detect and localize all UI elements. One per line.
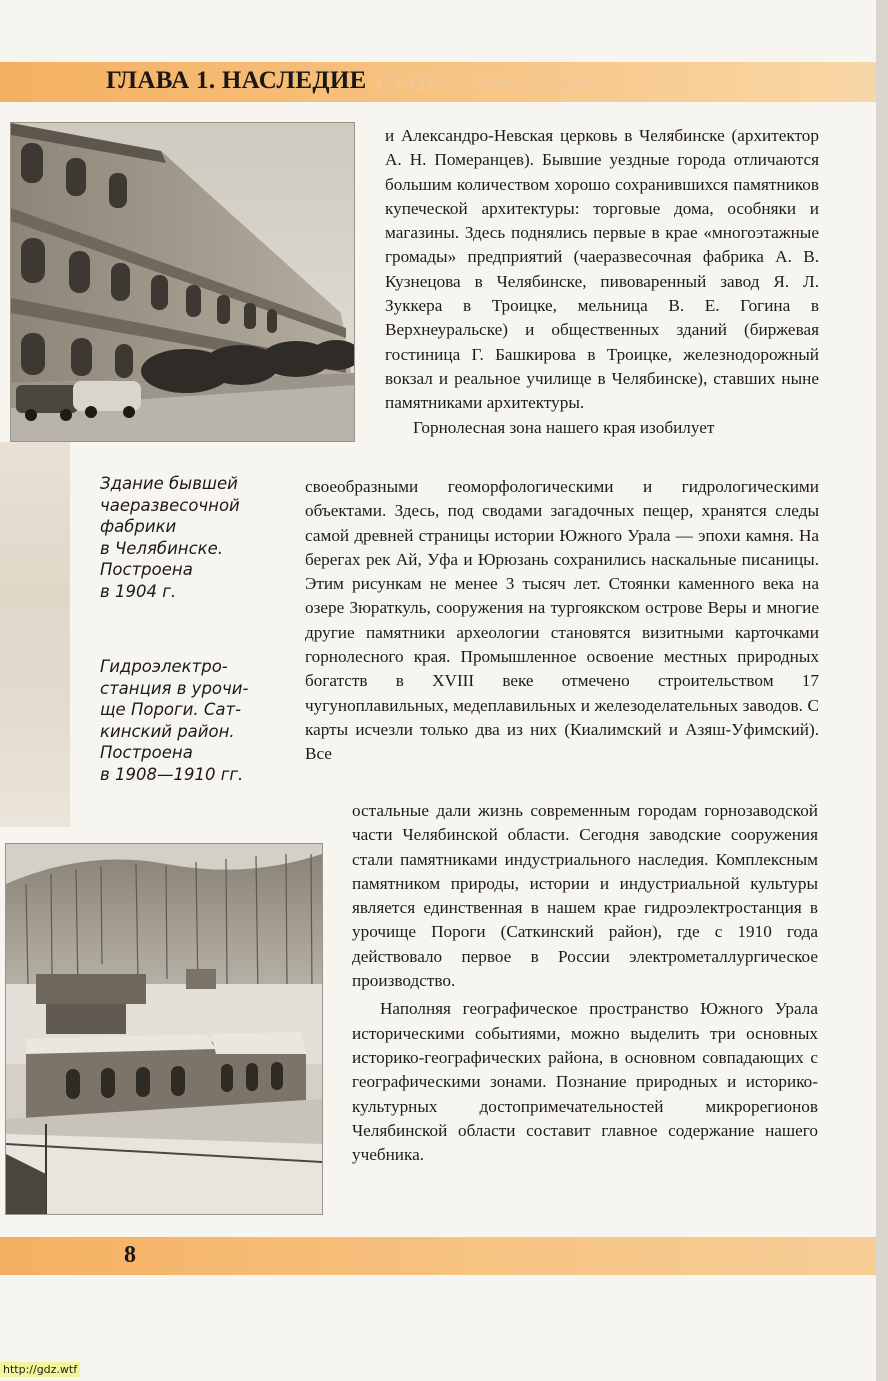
decorative-ornament	[0, 442, 70, 827]
paragraph-industrial-heritage: остальные дали жизнь современным городам горнозаводской части Челябинской области. Сегодня заводские сооружения стали памятниками индустриального наследия. Комплексным памятником природы, истории и индустриальной культуры является единственная в нашем крае гидроэлектростанция в урочище Пороги (Саткинский район), где с 1910 года действовало первое в России электрометаллургическое производство.	[352, 801, 818, 991]
figure-caption-hydro-station: Гидроэлектро- станция в урочи- ще Пороги. Сат- кинский район. Построена в 1908—1910 гг.	[100, 657, 249, 784]
header-bleed-through: ГЛАВА 1. НАСЛЕДИЕ	[375, 70, 600, 95]
body-text-lower-column	[352, 799, 818, 1167]
chapter-title: ГЛАВА 1. НАСЛЕДИЕ	[106, 67, 367, 94]
page-number: 8	[124, 1242, 136, 1268]
factory-building-photo	[10, 122, 355, 442]
paragraph-architecture: и Александро-Невская церковь в Челябинске (архитектор А. Н. Померанцев). Бывшие уездные города отличаются большим количеством хорошо сохранившихся памятников купеческой архитектуры: торговые дома, особняки и магазины. Здесь поднялись первые в крае «многоэтажные громады» предприятий (чаеразвесочная фабрика А. В. Кузнецова в Челябинске, пивоваренный завод Я. Л. Зуккера в Троицке, мельница В. Е. Гогина в Верхнеуральске) и общественных зданий (биржевая гостиница Г. Башкирова в Троицке, железнодорожный вокзал и реальное училище в Челябинске), ставших ныне памятниками архитектуры.	[385, 126, 819, 413]
paragraph-mountain-zone-intro: Горнолесная зона нашего края изобилует	[413, 417, 715, 437]
figure-caption-factory: Здание бывшей чаеразвесочной фабрики в Челябинске. Построена в 1904 г.	[100, 474, 240, 601]
watermark-url: http://gdz.wtf	[0, 1362, 80, 1377]
paragraph-regions: Наполняя географическое пространство Южного Урала историческими событиями, можно выделить три основных историко-географических района, в основном совпадающих с географическими зонами. Познание природных и историко-культурных достопримечательностей микрорегионов Челябинской области составит главное содержание нашего учебника.	[352, 999, 818, 1165]
body-text-top-column	[385, 124, 819, 440]
body-text-wide-block	[305, 475, 819, 767]
page-edge	[876, 0, 888, 1381]
hydro-station-photo	[5, 843, 323, 1215]
paragraph-mountain-zone: своеобразными геоморфологическими и гидрологическими объектами. Здесь, под сводами загадочных пещер, хранятся следы самой древней страницы истории Южного Урала — эпохи камня. На берегах рек Ай, Уфа и Юрюзань сохранились наскальные писаницы. Этим рисункам не менее 3 тысяч лет. Стоянки каменного века на озере Зюраткуль, сооружения на тургоякском острове Веры и многие другие памятники археологии становятся визитными карточками горнолесного края. Промышленное освоение местных природных богатств в XVIII веке отмечено строительством 17 чугуноплавильных, медеплавильных и железоделательных заводов. С карты исчезли только два из них (Киалимский и Азяш-Уфимский). Все	[305, 477, 819, 764]
